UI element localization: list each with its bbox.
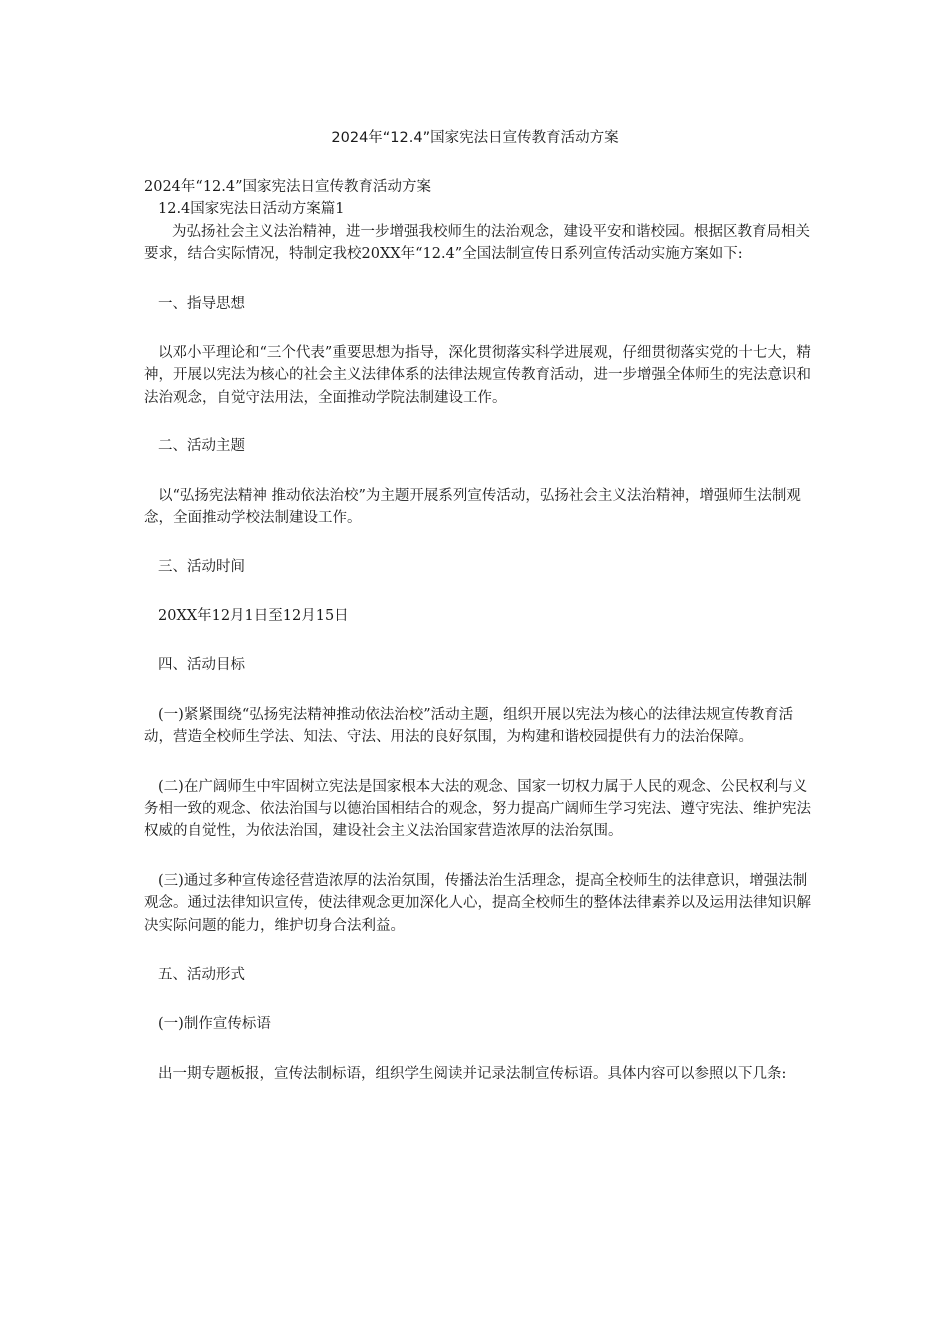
list-item: (一)紧紧围绕“弘扬宪法精神推动依法治校”活动主题，组织开展以宪法为核心的法律法规宣传教育活动，营造全校师生学法、知法、守法、用法的良好氛围，为构建和谐校园提供有力的法治保障。: [144, 706, 794, 746]
section-paragraph: 以“弘扬宪法精神 推动依法治校”为主题开展系列宣传活动，弘扬社会主义法治精神，增强师生法制观念，全面推动学校法制建设工作。: [144, 487, 801, 527]
document-title: 2024年“12.4”国家宪法日宣传教育活动方案: [331, 130, 619, 146]
section-heading: 一、指导思想: [158, 295, 245, 312]
section-heading: 二、活动主题: [158, 438, 245, 455]
list-item: (三)通过多种宣传途径营造浓厚的法治氛围，传播法治生活理念，提高全校师生的法律意识，增强法制观念。通过法律知识宣传，使法律观念更加深化人心，提高全校师生的整体法律素养以及运用法律知识解决实际问题的能力，维护切身合法利益。: [144, 872, 811, 934]
list-item: (二)在广阔师生中牢固树立宪法是国家根本大法的观念、国家一切权力属于人民的观念、公民权利与义务相一致的观念、依法治国与以德治国相结合的观念，努力提高广阔师生学习宪法、遵守宪法、维护宪法权威的自觉性，为依法治国，建设社会主义法治国家营造浓厚的法治氛围。: [144, 778, 811, 840]
section-heading: 三、活动时间: [158, 559, 245, 576]
section-heading: 五、活动形式: [158, 966, 245, 983]
plan-label: 12.4国家宪法日活动方案篇1: [158, 201, 345, 218]
section-paragraph: 以邓小平理论和“三个代表”重要思想为指导，深化贯彻落实科学进展观，仔细贯彻落实党的十七大，精神，开展以宪法为核心的社会主义法律体系的法律法规宣传教育活动，进一步增强全体师生的宪法意识和法治观念，自觉守法用法，全面推动学院法制建设工作。: [144, 345, 811, 406]
section-heading: 四、活动目标: [158, 657, 245, 674]
intro-paragraph: 为弘扬社会主义法治精神，进一步增强我校师生的法治观念，建设平安和谐校园。根据区教育局相关要求，结合实际情况，特制定我校20XX年“12.4”全国法制宣传日系列宣传活动实施方案如下:: [144, 223, 810, 263]
document-body: [144, 176, 812, 1085]
section-paragraph: 20XX年12月1日至12月15日: [158, 607, 349, 624]
subtitle: 2024年“12.4”国家宪法日宣传教育活动方案: [144, 179, 432, 195]
section-paragraph: 出一期专题板报，宣传法制标语，组织学生阅读并记录法制宣传标语。具体内容可以参照以下几条:: [158, 1065, 787, 1082]
subsection-heading: (一)制作宣传标语: [158, 1016, 271, 1033]
